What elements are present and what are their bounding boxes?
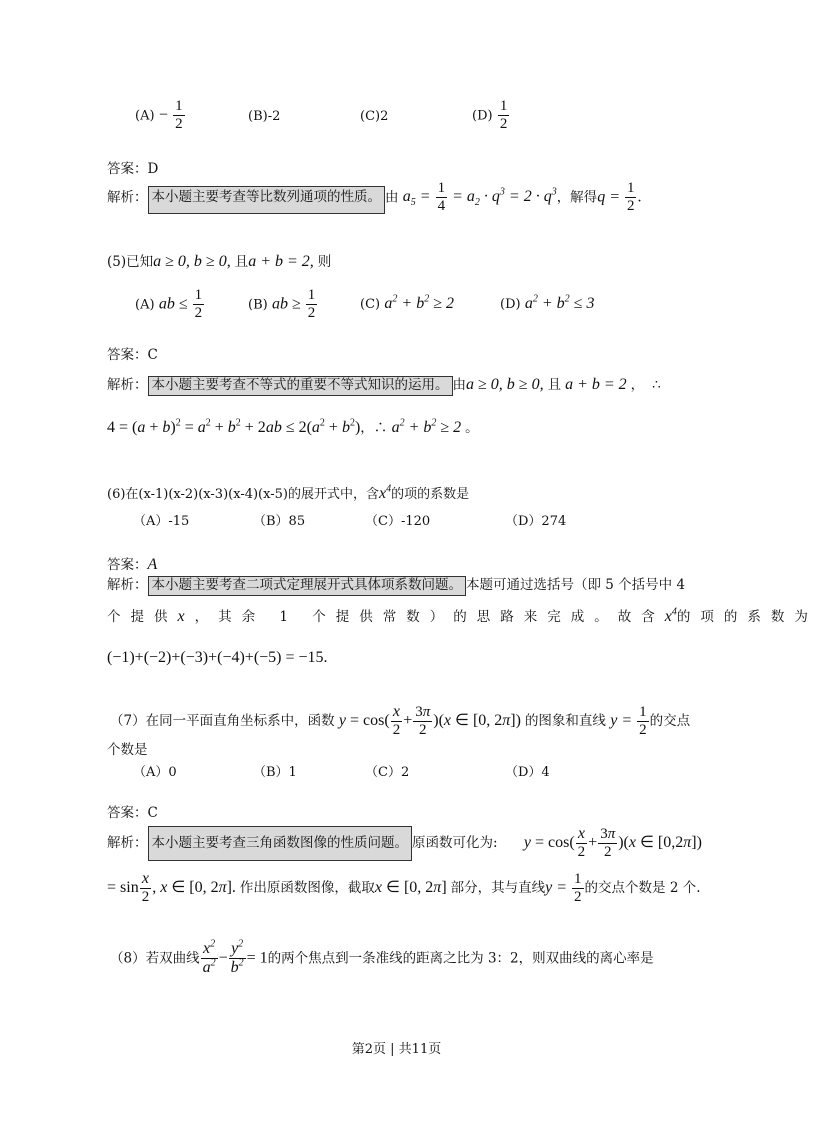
- formula: q =: [597, 188, 624, 206]
- fraction: [625, 180, 637, 216]
- q5-answer: 答案：C: [107, 347, 158, 363]
- denominator: 2: [141, 889, 150, 906]
- formula: $a_5$ =: [402, 188, 435, 209]
- question-text: (5)已知: [107, 254, 154, 270]
- question-text: 且: [234, 254, 249, 270]
- numerator: 1: [436, 180, 448, 198]
- formula: a + b = 2: [561, 376, 631, 393]
- fraction: [173, 98, 185, 134]
- numerator: x: [576, 825, 588, 844]
- analysis-label: 解析：: [107, 189, 148, 206]
- option-label: (D): [500, 297, 521, 312]
- q5-stem: [107, 254, 331, 270]
- fraction: [306, 287, 318, 323]
- analysis-label: 解析：: [107, 577, 148, 593]
- q4-analysis: [107, 180, 641, 216]
- q6-answer: [107, 557, 157, 573]
- numerator: x: [391, 703, 403, 722]
- q6-analysis: [107, 576, 685, 596]
- denominator: 2: [639, 721, 647, 738]
- denominator: 2: [626, 198, 635, 215]
- denominator: $b^2$: [230, 958, 244, 977]
- formula: y: [338, 711, 346, 729]
- analysis-label: 解析：: [107, 834, 148, 851]
- formula: = $a_2 \cdot q^3 = 2 \cdot q^3$: [448, 186, 557, 209]
- analysis-text: 。: [465, 420, 479, 436]
- denominator: 2: [307, 305, 316, 322]
- fraction: [436, 180, 448, 216]
- denominator: 2: [418, 721, 427, 738]
- option-label: (A): [135, 297, 155, 313]
- fraction: [572, 871, 584, 907]
- q6-option-a: （A）-15: [133, 514, 190, 529]
- formula: +: [403, 711, 413, 729]
- fraction: [140, 870, 152, 907]
- formula: a + b = 2,: [248, 253, 318, 270]
- analysis-text: 由: [385, 189, 399, 206]
- numerator: 1: [637, 704, 649, 722]
- highlight-box: 本小题主要考查三角函数图像的性质问题。: [148, 826, 413, 862]
- q5-option-c: [360, 293, 454, 312]
- fraction: [637, 704, 649, 740]
- q6-option-c: （C）-120: [365, 514, 431, 529]
- question-text: （8）若双曲线: [110, 950, 200, 967]
- option-label: (A): [135, 108, 155, 124]
- question-text: 的图象和直线: [524, 712, 606, 729]
- denominator: 2: [175, 116, 183, 133]
- formula: $a^2 + b^2 \ge 2$: [384, 293, 454, 312]
- option-label: (D): [472, 108, 493, 124]
- q5-analysis: 解析： 本小题主要考查不等式的重要不等式知识的运用。 由a ≥ 0, b ≥ 0, 且 a + b = 2 ， ∴: [107, 376, 661, 396]
- formula: $a^2 + b^2 \le 3$: [524, 293, 595, 312]
- fraction: [201, 940, 218, 978]
- analysis-text: 的项的系数为: [676, 609, 818, 625]
- q5-option-b: [248, 287, 318, 323]
- numerator: 1: [572, 871, 584, 889]
- denominator: 2: [194, 305, 203, 322]
- fraction: [598, 826, 617, 862]
- analysis-text: 且: [547, 377, 562, 393]
- formula: )(x ∈ [0,2π]): [618, 833, 702, 851]
- page-footer: 第2页 | 共11页: [351, 1042, 442, 1057]
- q5-option-d: [500, 293, 595, 312]
- q4-option-d: [472, 98, 510, 134]
- q4-answer: 答案：D: [107, 161, 159, 177]
- formula: y =: [610, 711, 637, 729]
- fraction: [498, 98, 510, 134]
- formula: y: [523, 833, 531, 851]
- q6-stem: [107, 483, 470, 502]
- formula: x: [177, 608, 195, 625]
- highlight-box: 本小题主要考查不等式的重要不等式知识的运用。: [148, 376, 453, 396]
- numerator: $x^2$: [201, 940, 218, 959]
- analysis-text: 原函数可化为:: [412, 834, 498, 851]
- formula: a ≥ 0, b ≥ 0,: [153, 253, 235, 270]
- fraction: [576, 825, 588, 862]
- formula: x ∈ [0, 2π]: [374, 878, 451, 896]
- numerator: 3π: [413, 704, 432, 722]
- q4-option-c: (C)2: [360, 109, 389, 124]
- formula: ab ≥: [272, 295, 305, 313]
- denominator: 2: [574, 888, 582, 905]
- formula: )(x ∈ [0, 2π]): [433, 711, 525, 729]
- q4-option-a: [135, 98, 186, 134]
- therefore-symbol: ∴: [373, 420, 388, 436]
- formula: +: [588, 833, 598, 851]
- q6-analysis-line2: [107, 606, 818, 625]
- analysis-text: 的交点个数是 2 个.: [584, 879, 701, 896]
- answer-label: 答案：: [107, 557, 148, 573]
- answer-value: A: [147, 556, 158, 573]
- highlight-box: 本小题主要考查二项式定理展开式具体项系数问题。: [148, 576, 467, 596]
- q7-option-d: （D）4: [505, 765, 550, 780]
- q7-analysis: [107, 825, 702, 862]
- minus-sign: −: [158, 106, 168, 124]
- analysis-text: 本题可通过选括号（即 5 个括号中 4: [466, 577, 686, 593]
- analysis-text: 部分，其与直线: [450, 879, 546, 896]
- numerator: 3π: [598, 826, 617, 844]
- formula: −: [218, 949, 228, 967]
- option-label: (B): [248, 297, 268, 313]
- q7-option-b: （B）1: [253, 765, 297, 780]
- numerator: 1: [173, 98, 185, 116]
- q6-option-b: （B）85: [253, 514, 306, 529]
- analysis-text: ，其余 1 个提供常数）的思路来完成。故含: [194, 609, 665, 625]
- formula: ab ≤: [158, 295, 192, 313]
- q4-option-b: (B)-2: [248, 109, 281, 124]
- question-text: 的两个焦点到一条准线的距离之比为 3：2，则双曲线的离心率是: [267, 950, 654, 967]
- q7-stem: [110, 703, 690, 740]
- numerator: 1: [625, 180, 637, 198]
- fraction: [229, 940, 246, 978]
- q8-stem: [110, 940, 654, 978]
- denominator: 2: [577, 844, 586, 861]
- q7-stem-line2: 个数是: [107, 742, 148, 758]
- formula: $a^2 + b^2 \ge 2$: [391, 417, 466, 436]
- q7-option-c: （C）2: [365, 765, 410, 780]
- denominator: 2: [603, 843, 612, 860]
- numerator: $y^2$: [229, 940, 246, 959]
- fraction: [391, 703, 403, 740]
- q7-analysis-line2: [107, 870, 701, 907]
- analysis-label: 解析：: [107, 377, 148, 393]
- denominator: $a^2$: [202, 958, 216, 977]
- numerator: 1: [498, 98, 510, 116]
- formula: y =: [545, 878, 572, 896]
- fraction: [413, 704, 432, 740]
- formula: $4 = (a + b)^2 = a^2 + b^2 + 2ab \le 2(a^2 + b^2)$: [107, 417, 361, 436]
- fraction: [193, 287, 205, 323]
- formula: = cos(: [346, 711, 390, 729]
- highlight-box: 本小题主要考查等比数列通项的性质。: [148, 186, 386, 214]
- q5-analysis-line2: $4 = (a + b)^2 = a^2 + b^2 + 2ab \le 2(a^2 + b^2)$，∴ $a^2 + b^2 \ge 2$ 。: [107, 417, 479, 436]
- q5-option-a: [135, 287, 205, 323]
- formula: $x^4$: [664, 606, 677, 625]
- formula: a ≥ 0, b ≥ 0,: [466, 376, 548, 393]
- therefore-symbol: ∴: [652, 377, 661, 393]
- q6-analysis-line3: (−1)+(−2)+(−3)+(−4)+(−5) = −15.: [107, 649, 328, 666]
- question-text: 则: [317, 254, 332, 270]
- formula: = 1: [246, 949, 268, 967]
- formula: $x^4$: [378, 483, 392, 502]
- formula: = cos(: [530, 833, 575, 851]
- question-text: （7）在同一平面直角坐标系中，函数: [110, 712, 335, 729]
- numerator: x: [140, 870, 152, 889]
- question-text: 的交点: [649, 712, 691, 729]
- formula: = sin: [107, 878, 139, 896]
- analysis-text: 由: [452, 377, 466, 393]
- q7-answer: 答案：C: [107, 805, 158, 821]
- numerator: 1: [306, 287, 318, 305]
- analysis-text: 个提供: [107, 609, 178, 625]
- denominator: 2: [499, 116, 508, 133]
- option-label: (C): [360, 297, 381, 312]
- analysis-text: ，解得: [556, 189, 598, 206]
- q6-option-d: （D）274: [505, 514, 567, 529]
- period: .: [637, 188, 642, 206]
- analysis-text: 作出原函数图像，截取: [239, 879, 375, 896]
- numerator: 1: [193, 287, 205, 305]
- formula: , x ∈ [0, 2π].: [152, 878, 240, 896]
- denominator: 2: [392, 722, 401, 739]
- q7-option-a: （A）0: [133, 765, 177, 780]
- denominator: 4: [437, 198, 446, 215]
- question-text: (6)在(x-1)(x-2)(x-3)(x-4)(x-5)的展开式中，含: [107, 487, 379, 502]
- question-text: 的项的系数是: [391, 487, 470, 502]
